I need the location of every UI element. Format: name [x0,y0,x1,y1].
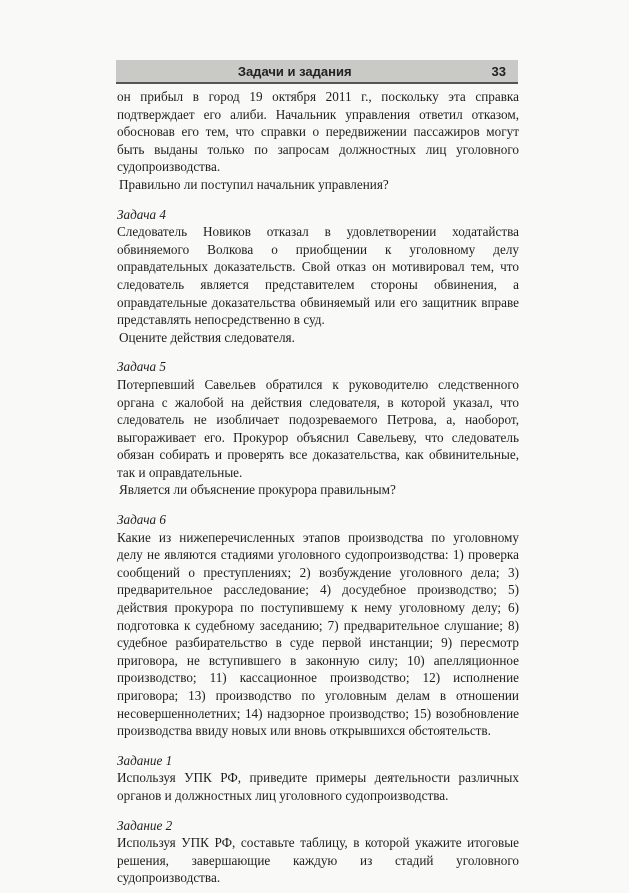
task-5-text: Потерпевший Савельев обратился к руководителю следственного органа с жалобой на действия следователя, в которой указал, что следователь не изобличает подозреваемого Петрова, а, наоборот, выгораживает его. Прокурор объяснил Савельеву, что следователь обязан собирать и проверять все доказательства, как обвинительные, так и оправдательные. [117,376,519,480]
task-4-question: Оцените действия следователя. [119,329,295,345]
task-5-question: Является ли объяснение прокурора правильным? [119,482,396,498]
task-6-text: Какие из нижеперечисленных этапов производства по уголовному делу не являются стадиями уголовного судопроизводства: 1) проверка сообщений о преступлениях; 2) возбуждение уголовного дела; 3) предварительное расследование; 4) досудебное производство; 5) действия прокурора по поступившему к нему уголовному делу; 6) подготовка к судебному заседанию; 7) предварительное слушание; 8) судебное разбирательство в суде первой инстанции; 9) пересмотр приговора, не вступившего в законную силу; 10) апелляционное производство; 11) кассационное производство; 12) исполнение приговора; 13) производство по уголовным делам в отношении несовершеннолетних; 14) надзорное производство; 15) возобновление производства ввиду новых или вновь открывшихся обстоятельств. [117,529,519,739]
assignment-1-title: Задание 1 [117,752,173,768]
page-content [117,88,519,887]
page-number: 33 [491,63,506,79]
assignment-2-title: Задание 2 [117,817,173,833]
assignment-2-text: Используя УПК РФ, составьте таблицу, в которой укажите итоговые решения, завершающие каждую из стадий уголовного судопроизводства. [117,835,519,886]
assignment-1-text: Используя УПК РФ, приведите примеры деятельности различных органов и должностных лиц уголовного судопроизводства. [117,770,519,803]
intro-paragraph: он прибыл в город 19 октября 2011 г., поскольку эта справка подтверждает его алиби. Начальник управления ответил отказом, обосновав его тем, что справки о передвижении пассажиров могут быть выданы только по запросам должностных лиц уголовного судопроизводства. [117,89,519,175]
task-4-text: Следователь Новиков отказал в удовлетворении ходатайства обвиняемого Волкова о приобщении к уголовному делу оправдательных доказательств. Свой отказ он мотивировал тем, что следователь является представителем стороны обвинения, а оправдательные доказательства обвиняемый или его защитник вправе представлять непосредственно в суд. [117,224,519,328]
task-5-title: Задача 5 [117,359,166,375]
task-6-title: Задача 6 [117,512,166,528]
task-4-title: Задача 4 [117,206,166,222]
running-header [116,60,518,84]
intro-question: Правильно ли поступил начальник управления? [119,176,389,192]
header-title: Задачи и задания [237,63,352,79]
